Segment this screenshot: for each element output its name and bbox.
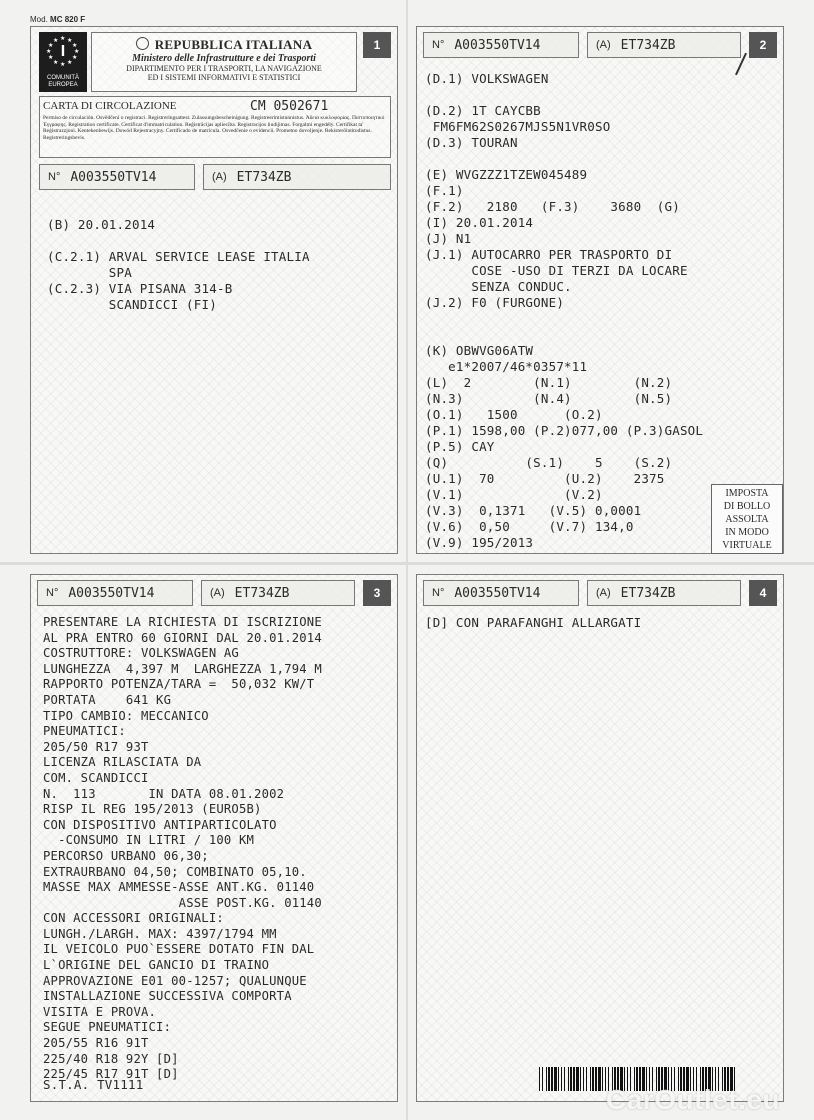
page-number-3: 3 bbox=[363, 580, 391, 606]
plate-number-box: (A) ET734ZB bbox=[203, 164, 391, 190]
registration-number-box: N° A003550TV14 bbox=[423, 32, 579, 58]
page-number-2: 2 bbox=[749, 32, 777, 58]
form-model-code: MC 820 F bbox=[50, 15, 86, 24]
plate-number-box: (A) ET734ZB bbox=[587, 32, 741, 58]
plate-number: ET734ZB bbox=[620, 37, 676, 53]
ministry-name: Ministero delle Infrastrutture e dei Trasporti bbox=[132, 53, 316, 64]
fold-line-vertical bbox=[406, 0, 408, 1120]
watermark: CarOutlet.eu bbox=[606, 1084, 781, 1115]
plate-number-box: (A) ET734ZB bbox=[587, 580, 741, 606]
registration-number: A003550TV14 bbox=[70, 169, 157, 185]
republic-emblem-icon bbox=[136, 37, 149, 50]
eu-stars-icon: ★ ★ ★ ★ ★ ★ ★ ★ ★ ★ ★ ★ I bbox=[46, 36, 80, 68]
owner-data: (B) 20.01.2014 (C.2.1) ARVAL SERVICE LEASE ITALIA SPA (C.2.3) VIA PISANA 314-B SCANDICCI (FI) bbox=[47, 217, 310, 312]
page-3 bbox=[30, 574, 398, 1102]
republic-header bbox=[91, 32, 357, 92]
republic-title: REPUBBLICA ITALIANA bbox=[154, 37, 313, 52]
registration-number: A003550TV14 bbox=[454, 37, 541, 53]
stamp-duty-box: IMPOSTA DI BOLLO ASSOLTA IN MODO VIRTUALE bbox=[711, 484, 783, 554]
registration-number-box: N° A003550TV14 bbox=[37, 580, 193, 606]
page-4 bbox=[416, 574, 784, 1102]
plate-number-box: (A) ET734ZB bbox=[201, 580, 355, 606]
plate-number: ET734ZB bbox=[234, 585, 290, 601]
plate-number: ET734ZB bbox=[620, 585, 676, 601]
notes-text: PRESENTARE LA RICHIESTA DI ISCRIZIONE AL PRA ENTRO 60 GIORNI DAL 20.01.2014 COSTRUTTORE: VOLKSWAGEN AG LUNGHEZZA 4,397 M LARGHEZZA 1,794 M RAPPORTO POTENZA/TARA = 50,032 KW/T PORTATA 641 KG TIPO CAMBIO: MECCANICO PNEUMATICI: 205/50 R17 93T LICENZA RILASCIATA DA COM. SCANDICCI N. 113 IN DATA 08.01.2002 RISP IL REG 195/2013 (EURO5B) CON DISPOSITIVO ANTIPARTICOLATO -CONSUMO IN LITRI / 100 KM PERCORSO URBANO 06,30; EXTRAURBANO 04,50; COMBINATO 05,10. MASSE MAX AMMESSE-ASSE ANT.KG. 01140 ASSE POST.KG. 01140 CON ACCESSORI ORIGINALI: LUNGH./LARGH. MAX: 4397/1794 MM IL VEICOLO PUO`ESSERE DOTATO FIN DAL L`ORIGINE DEL GANCIO DI TRAINO APPROVAZIONE E01 00-1257; QUALUNQUE INSTALLAZIONE SUCCESSIVA COMPORTA VISITA E PROVA. SEGUE PNEUMATICI: 205/55 R16 91T 225/40 R18 92Y [D] 225/45 R17 91T [D] bbox=[43, 615, 322, 1082]
form-model bbox=[30, 15, 85, 24]
registration-number-box: N° A003550TV14 bbox=[423, 580, 579, 606]
card-number: CM 0502671 bbox=[250, 99, 329, 114]
plate-number: ET734ZB bbox=[236, 169, 292, 185]
form-model-label: Mod. bbox=[30, 15, 48, 24]
page-1 bbox=[30, 26, 398, 554]
vehicle-data: (D.1) VOLKSWAGEN (D.2) 1T CAYCBB FM6FM62S0267MJS5N1VR0SO (D.3) TOURAN (E) WVGZZZ1TZEW045489 (F.1) (F.2) 2180 (F.3) 3680 (G) (I) 20.01.2014 (J) N1 (J.1) AUTOCARRO PER TRASPORTO DI COSE -USO DI TERZI DA LOCARE SENZA CONDUC. (J.2) F0 (FURGONE) (K) OBWVG06ATW e1*2007/46*0357*11 (L) 2 (N.1) (N.2) (N.3) (N.4) (N.5) (O.1) 1500 (O.2) (P.1) 1598,00 (P.2)077,00 (P.3)GASOL (P.5) CAY (Q) (S.1) 5 (S.2) (U.1) 70 (U.2) 2375 (V.1) (V.2) (V.3) 0,1371 (V.5) 0,0001 (V.6) 0,50 (V.7) 134,0 (V.9) 195/2013 bbox=[425, 71, 704, 550]
translations-text: Permiso de circulación. Osvědčení o registraci. Registreringsattest. Zulassungsbescheinigung. Registreerimistunnistus. Άδεια κυκλοφορίας. Πιστοποιητικό Έγγραφης. Registration certificate. Certificat d'immatriculation. Reģistrācijas apliecība. Registracijos liudijimas. Forgalmi engedély. Certifikat ta' Reġistrazzjoni. Kentekenbewijs. Dowód Rejestracyjny. Certificado de matrícula. Osvedčenie o evidencii. Prometno dovoljenje. Rekisteröintitodistus. Registreringsbevis. bbox=[43, 115, 385, 141]
annotation-text: [D] CON PARAFANGHI ALLARGATI bbox=[425, 615, 642, 630]
eu-country-code: I bbox=[60, 43, 66, 60]
registration-number: A003550TV14 bbox=[454, 585, 541, 601]
office-code: S.T.A. TV1111 bbox=[43, 1077, 144, 1092]
department-line-2: ED I SISTEMI INFORMATIVI E STATISTICI bbox=[147, 73, 301, 82]
page-number-4: 4 bbox=[749, 580, 777, 606]
eu-text: COMUNITÀ EUROPEA bbox=[47, 75, 79, 88]
department-line-1: DIPARTIMENTO PER I TRASPORTI, LA NAVIGAZIONE bbox=[126, 64, 322, 73]
page-number-1: 1 bbox=[363, 32, 391, 58]
eu-badge bbox=[39, 32, 87, 92]
registration-number: A003550TV14 bbox=[68, 585, 155, 601]
registration-number-box: N° A003550TV14 bbox=[39, 164, 195, 190]
card-title-box bbox=[39, 96, 391, 158]
page-2 bbox=[416, 26, 784, 554]
card-title: CARTA DI CIRCOLAZIONE bbox=[43, 100, 177, 112]
